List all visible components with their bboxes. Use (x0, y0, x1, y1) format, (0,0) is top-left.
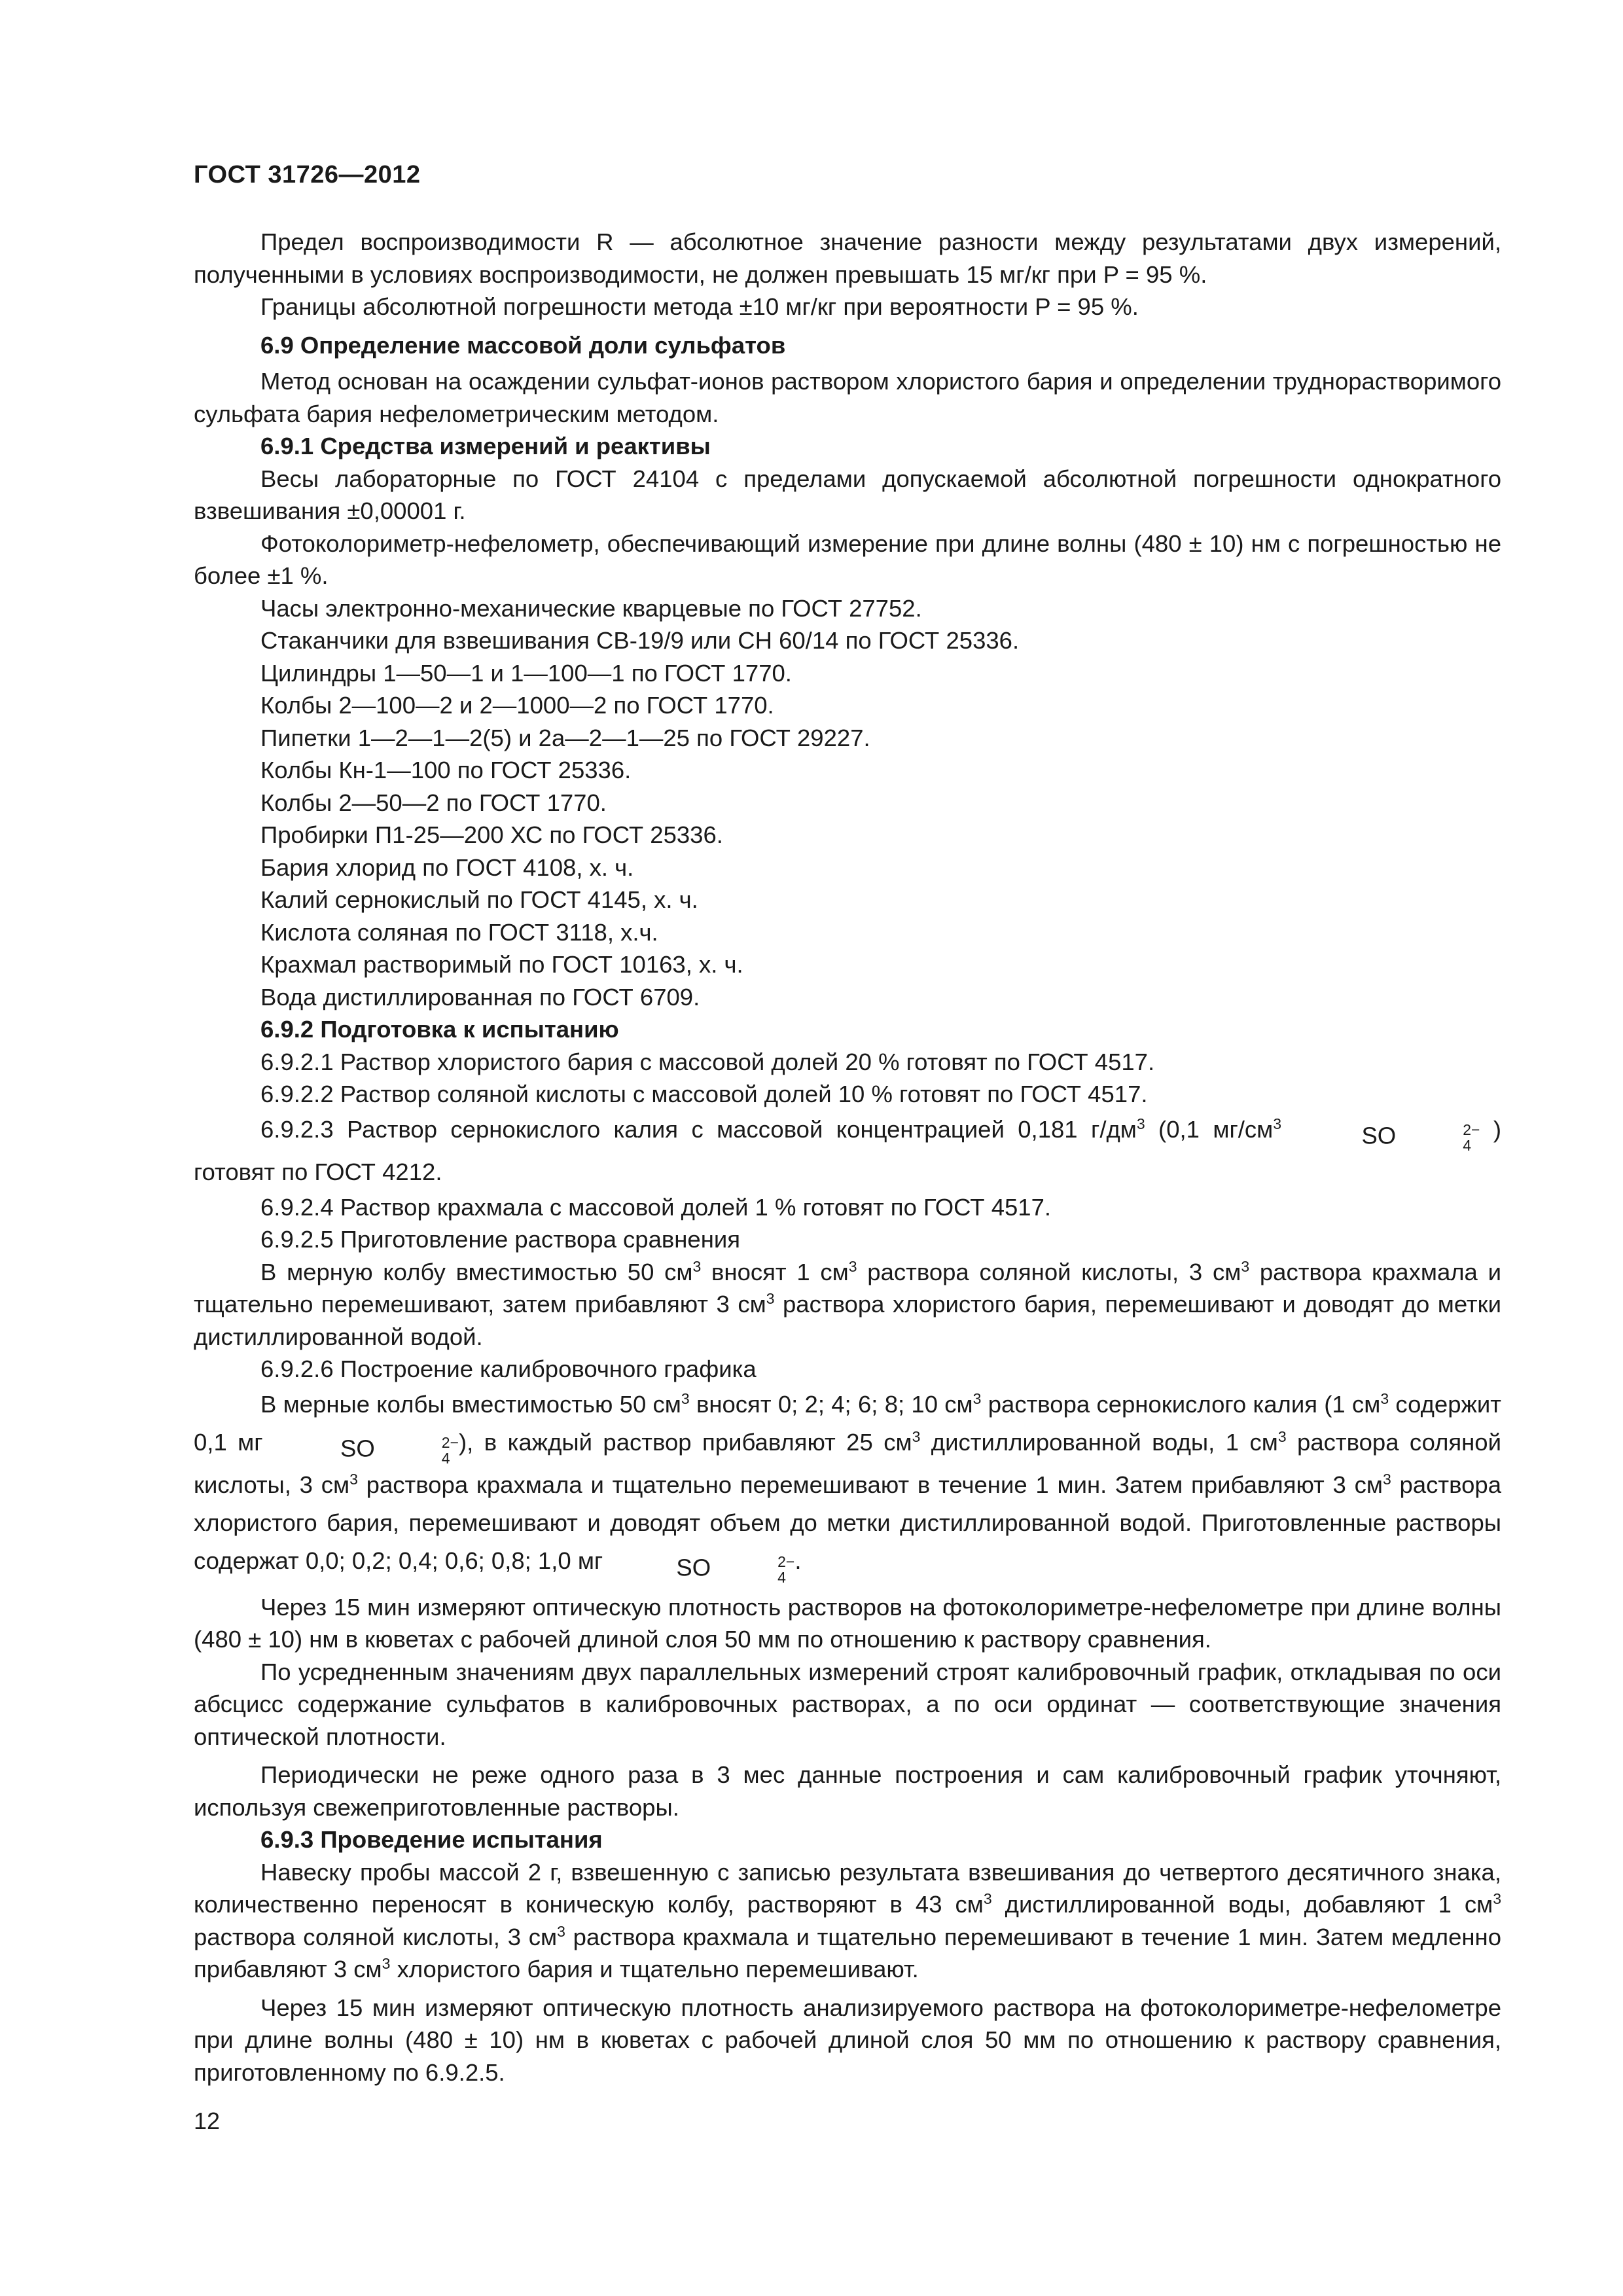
equipment-item: Калий сернокислый по ГОСТ 4145, х. ч. (260, 886, 698, 913)
sulfate-formula: SO 2− 4 (1361, 1121, 1480, 1154)
paragraph: Через 15 мин измеряют оптическую плотность анализируемого раствора на фотоколориметре-нефелометре при длине волны (480 ± 10) нм в кюветах с рабочей длиной слоя 50 мм по отношению к раствору сравнения, приготовленному по 6.9.2.5. (194, 1994, 1501, 2086)
paragraph: Метод основан на осаждении сульфат-ионов раствором хлористого бария и определении труднорастворимого сульфата бария нефелометрическим методом. (194, 368, 1501, 427)
subsection-6-9-2-4: 6.9.2.4 Раствор крахмала с массовой долей 1 % готовят по ГОСТ 4517. (260, 1193, 1052, 1221)
subsection-6-9-2-3: 6.9.2.3 Раствор сернокислого калия с массовой концентрацией 0,181 $г/дм^3$ (0,1 $мг/см^3$ SO 2− 4 ) готовят по ГОСТ 4212. (194, 1115, 1501, 1185)
paragraph: Предел воспроизводимости R — абсолютное значение разности между результатами двух измерений, полученными в условиях воспроизводимости, не должен превышать 15 мг/кг при P = 95 %. (194, 228, 1501, 288)
subsection-6-9-2-2: 6.9.2.2 Раствор соляной кислоты с массовой долей 10 % готовят по ГОСТ 4517. (260, 1081, 1148, 1107)
equipment-item: Кислота соляная по ГОСТ 3118, х.ч. (260, 918, 658, 946)
paragraph-calibration: В мерные колбы вместимостью 50 $см^3$ вносят 0; 2; 4; 6; 8; 10 $см^3$ раствора сернокислого калия (1 $см^3$ содержит 0,1 мг SO 2− 4 ), в каждый раствор прибавляют 25 $см^3$ дистиллированной воды, 1 $см^3$ раствора соляной кислоты, 3 $см^3$ раствора крахмала и тщательно перемешивают в течение 1 мин. Затем прибавляют 3 $см^3$ раствора хлористого бария, перемешивают и доводят объем до метки дистиллированной водой. Приготовленные растворы содержат 0,0; 0,2; 0,4; 0,6; 0,8; 1,0 мг SO 2− 4 . (194, 1390, 1502, 1586)
equipment-item: Фотоколориметр-нефелометр, обеспечивающий измерение при длине волны (480 ± 10) нм с погрешностью не более ±1 %. (194, 529, 1501, 589)
paragraph: Через 15 мин измеряют оптическую плотность растворов на фотоколориметре-нефелометре при длине волны (480 ± 10) нм в кюветах с рабочей длиной слоя 50 мм по отношению к раствору сравнения. (194, 1593, 1501, 1653)
subsection-6-9-2-1: 6.9.2.1 Раствор хлористого бария с массовой долей 20 % готовят по ГОСТ 4517. (260, 1048, 1155, 1075)
sulfate-formula: SO 2− 4 (676, 1552, 795, 1586)
equipment-item: Часы электронно-механические кварцевые по ГОСТ 27752. (260, 594, 922, 622)
section-heading-6-9: 6.9 Определение массовой доли сульфатов (260, 331, 786, 359)
equipment-item: Крахмал растворимый по ГОСТ 10163, х. ч. (260, 951, 743, 978)
section-heading-6-9-1: 6.9.1 Средства измерений и реактивы (260, 433, 711, 459)
equipment-item: Бария хлорид по ГОСТ 4108, х. ч. (260, 853, 634, 881)
paragraph-test-procedure: Навеску пробы массой 2 г, взвешенную с записью результата взвешивания до четвертого десятичного знака, количественно переносят в коническую колбу, растворяют в 43 $см^3$ дистиллированной воды, добавляют 1 $см^3$ раствора соляной кислоты, 3 $см^3$ раствора крахмала и тщательно перемешивают в течение 1 мин. Затем медленно прибавляют 3 $см^3$ хлористого бария и тщательно перемешивают. (194, 1858, 1502, 1983)
equipment-item: Вода дистиллированная по ГОСТ 6709. (260, 983, 700, 1011)
equipment-item: Цилиндры 1—50—1 и 1—100—1 по ГОСТ 1770. (260, 659, 792, 687)
equipment-item: Пипетки 1—2—1—2(5) и 2а—2—1—25 по ГОСТ 29227. (260, 724, 870, 751)
sulfate-formula: SO 2− 4 (340, 1434, 459, 1467)
section-heading-6-9-3: 6.9.3 Проведение испытания (260, 1826, 603, 1854)
equipment-item: Весы лабораторные по ГОСТ 24104 с пределами допускаемой абсолютной погрешности однократного взвешивания ±0,00001 г. (194, 465, 1501, 524)
equipment-item: Колбы 2—100—2 и 2—1000—2 по ГОСТ 1770. (260, 692, 774, 719)
section-heading-6-9-2: 6.9.2 Подготовка к испытанию (260, 1016, 619, 1043)
paragraph-reference-solution: В мерную колбу вместимостью 50 $см^3$ вносят 1 $см^3$ раствора соляной кислоты, 3 $см^3$ раствора крахмала и тщательно перемешивают, затем прибавляют 3 $см^3$ раствора хлористого бария, перемешивают и доводят до метки дистиллированной водой. (194, 1257, 1502, 1350)
equipment-item: Колбы 2—50—2 по ГОСТ 1770. (260, 789, 607, 816)
equipment-item: Колбы Кн-1—100 по ГОСТ 25336. (260, 757, 632, 783)
equipment-item: Стаканчики для взвешивания СВ-19/9 или СН 60/14 по ГОСТ 25336. (260, 627, 1020, 654)
document-id: ГОСТ 31726—2012 (194, 161, 421, 188)
subsection-6-9-2-6: 6.9.2.6 Построение калибровочного графика (260, 1355, 757, 1383)
equipment-item: Пробирки П1-25—200 ХС по ГОСТ 25336. (260, 821, 723, 848)
page-number: 12 (194, 2108, 221, 2134)
document-body (194, 226, 1501, 2089)
paragraph: Границы абсолютной погрешности метода ±10 мг/кг при вероятности P = 95 %. (260, 293, 1139, 320)
paragraph: По усредненным значениям двух параллельных измерений строят калибровочный график, откладывая по оси абсцисс содержание сульфатов в калибровочных растворах, а по оси ординат — соответствующие значения оптической плотности. (194, 1658, 1501, 1750)
subsection-6-9-2-5: 6.9.2.5 Приготовление раствора сравнения (260, 1226, 741, 1253)
paragraph: Периодически не реже одного раза в 3 мес данные построения и сам калибровочный график уточняют, используя свежеприготовленные растворы. (194, 1761, 1501, 1821)
